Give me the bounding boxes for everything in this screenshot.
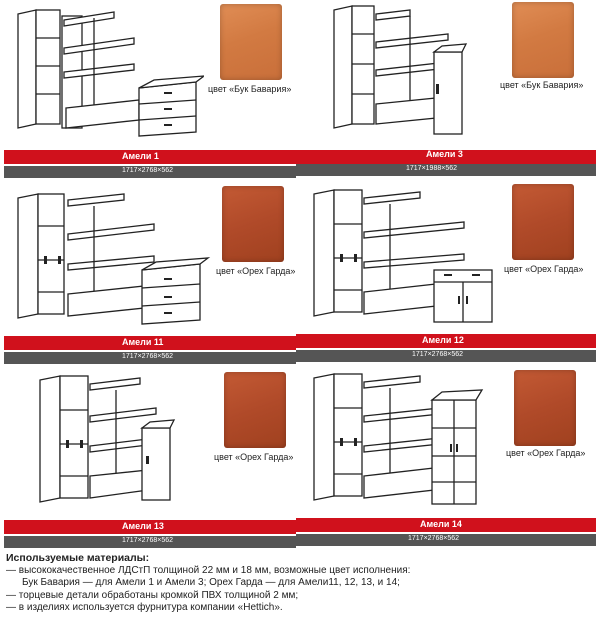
dimensions: 1717×2768×562 xyxy=(408,535,459,542)
dimensions: 1717×2768×562 xyxy=(122,167,173,174)
name-band xyxy=(4,336,296,350)
dimensions-bar xyxy=(4,352,296,364)
wall-unit-drawing xyxy=(14,190,214,330)
materials-line: — высококачественное ЛДСтП толщиной 22 мм и 18 мм, возможные цвет исполнения: xyxy=(6,564,411,576)
color-swatch xyxy=(224,372,286,448)
materials-line: — торцевые детали обработаны кромкой ПВХ толщиной 2 мм; xyxy=(6,589,299,601)
wall-unit-drawing xyxy=(310,186,500,330)
color-label: цвет «Бук Бавария» xyxy=(500,80,584,90)
dimensions: 1717×1988×562 xyxy=(406,165,457,172)
dimensions: 1717×2768×562 xyxy=(122,353,173,360)
dimensions-bar xyxy=(4,536,296,548)
wall-unit-drawing xyxy=(330,4,480,136)
wall-unit-drawing xyxy=(36,372,186,512)
name-band xyxy=(296,518,596,532)
materials-title: Используемые материалы: xyxy=(6,552,150,564)
product-name: Амели 14 xyxy=(420,519,462,529)
color-swatch xyxy=(220,4,282,80)
dimensions-bar xyxy=(296,164,596,176)
color-swatch xyxy=(512,2,574,78)
color-label: цвет «Орех Гарда» xyxy=(214,452,294,462)
name-band xyxy=(4,520,296,534)
product-name: Амели 11 xyxy=(122,337,164,347)
wall-unit-drawing xyxy=(14,8,204,138)
product-name: Амели 13 xyxy=(122,521,164,531)
color-label: цвет «Орех Гарда» xyxy=(216,266,296,276)
dimensions-bar xyxy=(296,350,596,362)
color-swatch xyxy=(512,184,574,260)
color-swatch xyxy=(514,370,576,446)
name-band xyxy=(296,150,596,164)
name-band xyxy=(296,334,596,348)
materials-line: Бук Бавария — для Амели 1 и Амели 3; Орех Гарда — для Амели11, 12, 13, и 14; xyxy=(22,577,400,589)
product-name: Амели 3 xyxy=(426,149,463,159)
dimensions: 1717×2768×562 xyxy=(122,537,173,544)
color-label: цвет «Орех Гарда» xyxy=(504,264,584,274)
wall-unit-drawing xyxy=(310,370,494,514)
materials-line: — в изделиях используется фурнитура компании «Hettich». xyxy=(6,602,283,614)
color-label: цвет «Орех Гарда» xyxy=(506,448,586,458)
name-band xyxy=(4,150,296,164)
color-swatch xyxy=(222,186,284,262)
materials-section xyxy=(6,552,596,615)
dimensions-bar xyxy=(4,166,296,178)
product-name: Амели 1 xyxy=(122,151,159,161)
color-label: цвет «Бук Бавария» xyxy=(208,84,292,94)
product-name: Амели 12 xyxy=(422,335,464,345)
dimensions: 1717×2768×562 xyxy=(412,351,463,358)
dimensions-bar xyxy=(296,534,596,546)
